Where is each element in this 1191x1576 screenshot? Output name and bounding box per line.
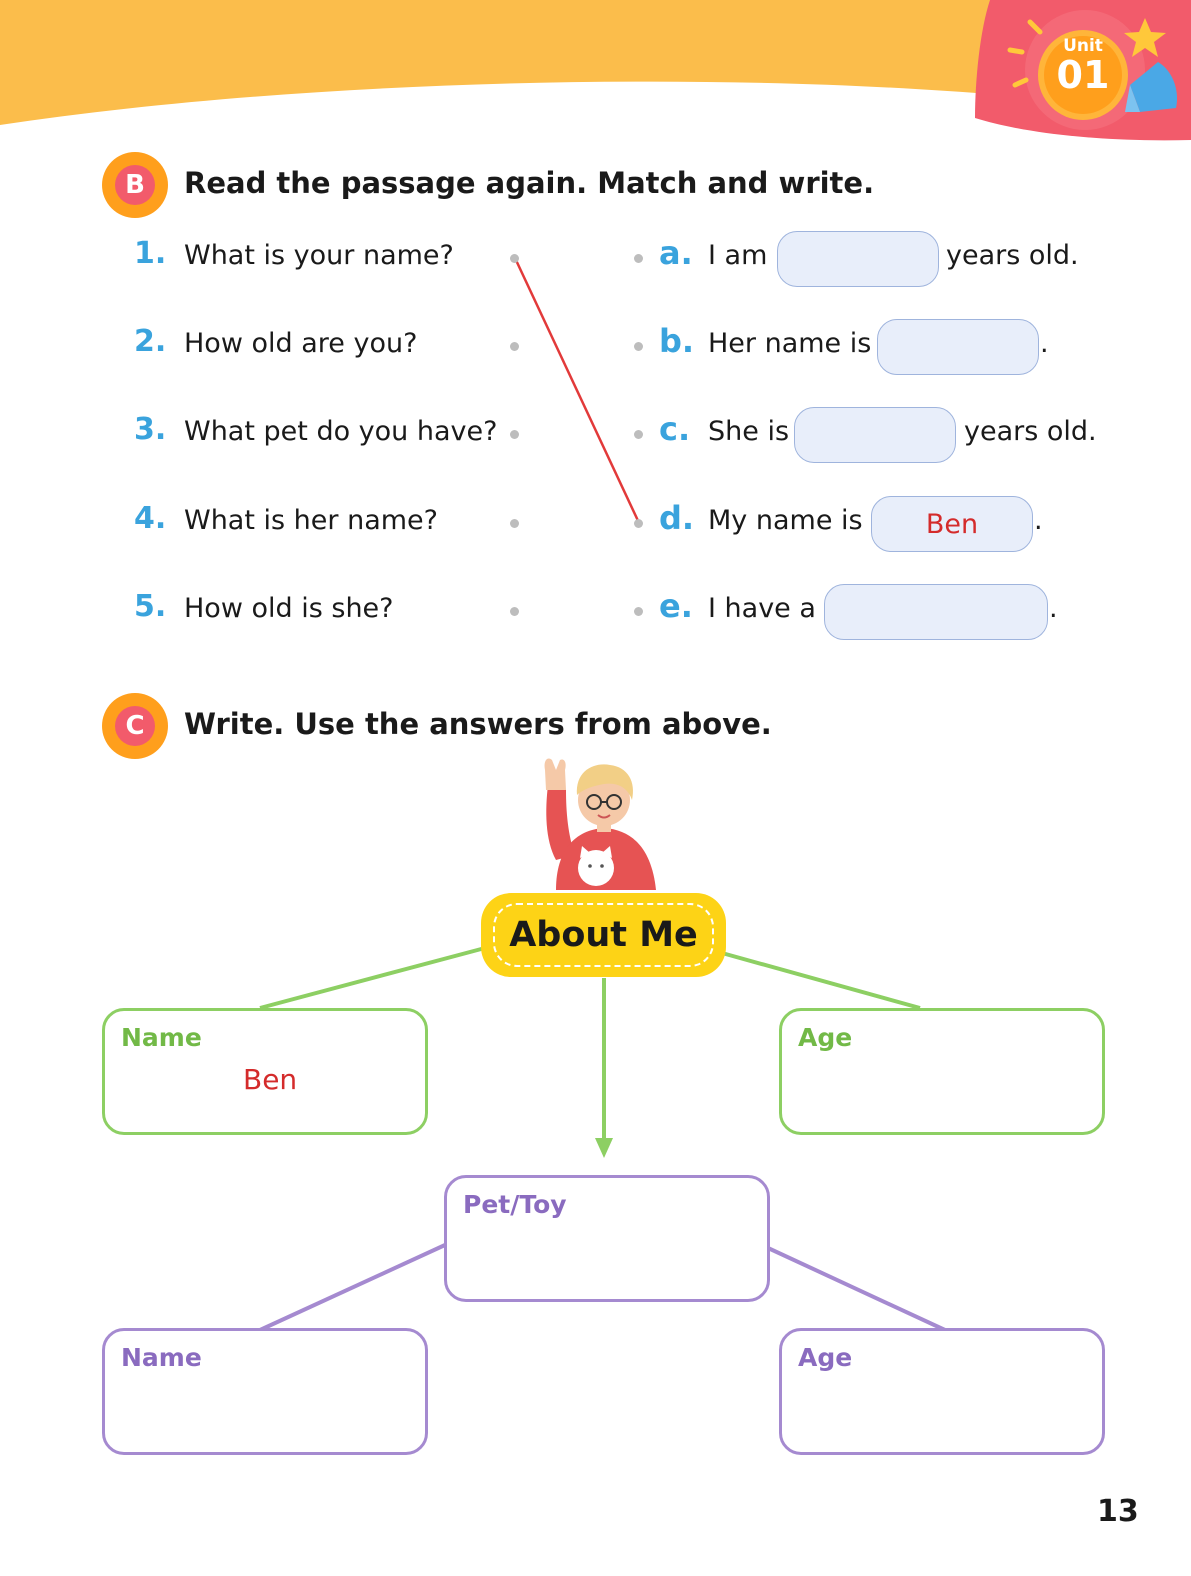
question-4	[134, 501, 166, 536]
answer-before: I have a	[708, 593, 816, 624]
answer-letter: b.	[659, 322, 695, 360]
question-number: 5.	[134, 589, 167, 624]
section-b-instruction: Read the passage again. Match and write.	[184, 166, 875, 200]
question-text: What is your name?	[184, 240, 454, 271]
answer-blank-text: Ben	[925, 508, 979, 540]
section-c-badge	[102, 693, 168, 759]
question-number: 4.	[134, 501, 167, 536]
name-label: Name	[121, 1023, 202, 1052]
section-b-letter: B	[125, 170, 145, 200]
unit-badge-word: Unit	[1063, 36, 1103, 56]
answer-letter: d.	[659, 499, 695, 537]
boy-illustration	[545, 758, 656, 890]
question-number: 3.	[134, 412, 167, 447]
answer-after: .	[1034, 505, 1043, 536]
section-b-badge	[102, 152, 168, 218]
answer-blank-d[interactable]	[871, 496, 1033, 552]
answer-before: My name is	[708, 505, 863, 536]
answer-letter: c.	[659, 410, 691, 448]
section-c-instruction: Write. Use the answers from above.	[184, 707, 772, 741]
question-1	[134, 236, 166, 271]
age-box-green[interactable]	[779, 1008, 1105, 1135]
answer-before: Her name is	[708, 328, 872, 359]
header-wave	[0, 0, 1000, 125]
name-label: Name	[121, 1343, 202, 1372]
unit-badge	[1048, 36, 1118, 97]
age-label: Age	[798, 1343, 853, 1372]
match-dot-left[interactable]	[510, 254, 519, 263]
question-5	[134, 589, 166, 624]
answer-letter: e.	[659, 587, 693, 625]
page-number: 13	[1097, 1494, 1139, 1529]
match-dot-left[interactable]	[510, 607, 519, 616]
question-number: 2.	[134, 324, 167, 359]
answer-blank-c[interactable]	[794, 407, 956, 463]
answer-letter: a.	[659, 234, 693, 272]
match-dot-right[interactable]	[634, 430, 643, 439]
answer-blank-e[interactable]	[824, 584, 1048, 640]
pet-toy-label: Pet/Toy	[463, 1190, 567, 1219]
match-dot-right[interactable]	[634, 607, 643, 616]
question-3	[134, 412, 166, 447]
about-me-title: About Me	[509, 915, 698, 955]
answer-before: I am	[708, 240, 768, 271]
answer-blank-b[interactable]	[877, 319, 1039, 375]
answer-after: .	[1049, 593, 1058, 624]
match-dot-right[interactable]	[634, 519, 643, 528]
age-label: Age	[798, 1023, 853, 1052]
answer-before: She is	[708, 416, 790, 447]
match-dot-right[interactable]	[634, 342, 643, 351]
match-dot-right[interactable]	[634, 254, 643, 263]
name-box-green[interactable]	[102, 1008, 428, 1135]
name-box-purple[interactable]	[102, 1328, 428, 1455]
answer-blank-a[interactable]	[777, 231, 939, 287]
match-dot-left[interactable]	[510, 342, 519, 351]
answer-after: years old.	[946, 240, 1079, 271]
answer-after: years old.	[964, 416, 1097, 447]
about-me-box	[481, 893, 726, 977]
age-box-purple[interactable]	[779, 1328, 1105, 1455]
question-text: How old is she?	[184, 593, 394, 624]
question-number: 1.	[134, 236, 167, 271]
question-text: How old are you?	[184, 328, 418, 359]
match-dot-left[interactable]	[510, 430, 519, 439]
name-answer: Ben	[243, 1063, 298, 1096]
answer-after: .	[1040, 328, 1049, 359]
match-line-1-d	[515, 258, 640, 525]
arrow-head	[595, 1138, 613, 1158]
unit-badge-number: 01	[1056, 53, 1110, 97]
question-2	[134, 324, 166, 359]
section-c-letter: C	[125, 711, 145, 741]
pet-toy-box[interactable]	[444, 1175, 770, 1302]
question-text: What pet do you have?	[184, 416, 498, 447]
match-dot-left[interactable]	[510, 519, 519, 528]
question-text: What is her name?	[184, 505, 438, 536]
